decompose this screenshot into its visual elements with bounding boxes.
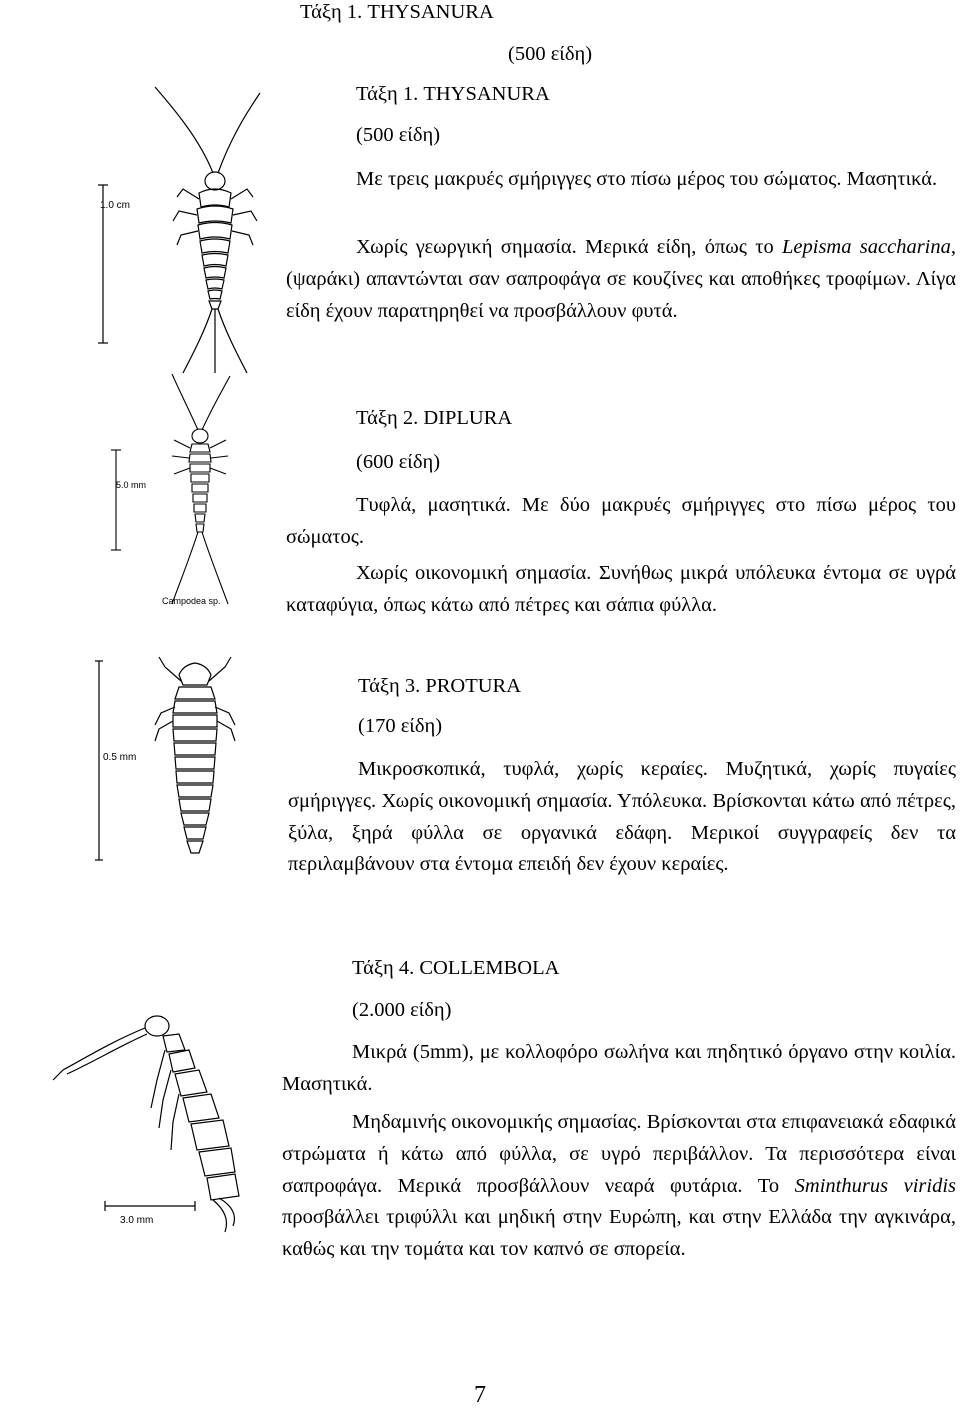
diplura-scale-label: 5.0 mm xyxy=(116,480,147,490)
thysanura-p2-text-a: Χωρίς γεωργική σημασία. Μερικά είδη, όπως το xyxy=(356,236,782,258)
collembola-species-name: Sminthurus viridis xyxy=(794,1174,956,1197)
page-header-count: (500 είδη) xyxy=(508,43,593,65)
thysanura-p2-text-b: , (ψαράκι) απαντώνται σαν σαπροφάγα σε κουζίνες και αποθήκες τροφίμων. Λίγα είδη έχουν παρατηρηθεί να προσβάλλουν φυτά. xyxy=(286,236,957,322)
protura-scale-label: 0.5 mm xyxy=(103,752,137,763)
thysanura-title: Τάξη 1. THYSANURA xyxy=(356,83,550,105)
thysanura-scale-label: 1.0 cm xyxy=(100,200,131,211)
collembola-illustration xyxy=(45,1010,275,1240)
page-header-title: Τάξη 1. THYSANURA xyxy=(300,1,494,23)
thysanura-paragraph-1: Με τρεις μακρυές σμήριγγες στο πίσω μέρος του σώματος. Μασητικά. xyxy=(356,168,938,190)
thysanura-count: (500 είδη) xyxy=(356,124,441,146)
diplura-paragraph-1: Τυφλά, μασητικά. Με δύο μακρυές σμήριγγες στο πίσω μέρος του σώματος. xyxy=(286,494,956,548)
diplura-illustration xyxy=(110,372,260,612)
collembola-scale-label: 3.0 mm xyxy=(120,1215,154,1226)
thysanura-species-name: Lepisma saccharina xyxy=(782,236,951,258)
diplura-figure-caption: Campodea sp. xyxy=(162,596,221,606)
thysanura-illustration xyxy=(95,85,275,375)
collembola-count: (2.000 είδη) xyxy=(352,999,452,1021)
diplura-count: (600 είδη) xyxy=(356,451,441,473)
collembola-title: Τάξη 4. COLLEMBOLA xyxy=(352,957,560,979)
diplura-title: Τάξη 2. DIPLURA xyxy=(356,407,513,429)
collembola-paragraph-1: Μικρά (5mm), με κολλοφόρο σωλήνα και πηδητικό όργανο στην κοιλία. Μασητικά. xyxy=(282,1041,956,1095)
collembola-p2-text-a: Μηδαμινής οικονομικής σημασίας. Βρίσκονται στα επιφανειακά εδαφικά στρώματα ή κάτω από φύλλα, σε υγρό περιβάλλον. Τα περισσότερα είναι σαπροφάγα. Μερικά προσβάλλουν νεαρά φυτάρια. Το xyxy=(282,1111,956,1197)
protura-title: Τάξη 3. PROTURA xyxy=(358,675,522,697)
protura-paragraph-1: Μικροσκοπικά, τυφλά, χωρίς κεραίες. Μυζητικά, χωρίς πυγαίες σμήριγγες. Χωρίς οικονομική σημασία. Υπόλευκα. Βρίσκονται κάτω από πέτρες, ξύλα, ξηρά φύλλα σε οργανικά εδάφη. Μερικοί συγγραφείς δεν τα περιλαμβάνουν στα έντομα επειδή δεν έχουν κεραίες. xyxy=(288,758,956,876)
protura-count: (170 είδη) xyxy=(358,715,443,737)
collembola-p2-text-b: προσβάλλει τριφύλλι και μηδική στην Ευρώπη, και στην Ελλάδα την αγκινάρα, καθώς και την τομάτα και τον καπνό σε σπορεία. xyxy=(282,1206,956,1261)
collembola-paragraph-2 xyxy=(282,1107,956,1266)
diplura-paragraph-2: Χωρίς οικονομική σημασία. Συνήθως μικρά υπόλευκα έντομα σε υγρά καταφύγια, όπως κάτω από πέτρες και σάπια φύλλα. xyxy=(286,562,956,616)
thysanura-paragraph-2 xyxy=(286,232,956,327)
page-number: 7 xyxy=(474,1382,486,1408)
